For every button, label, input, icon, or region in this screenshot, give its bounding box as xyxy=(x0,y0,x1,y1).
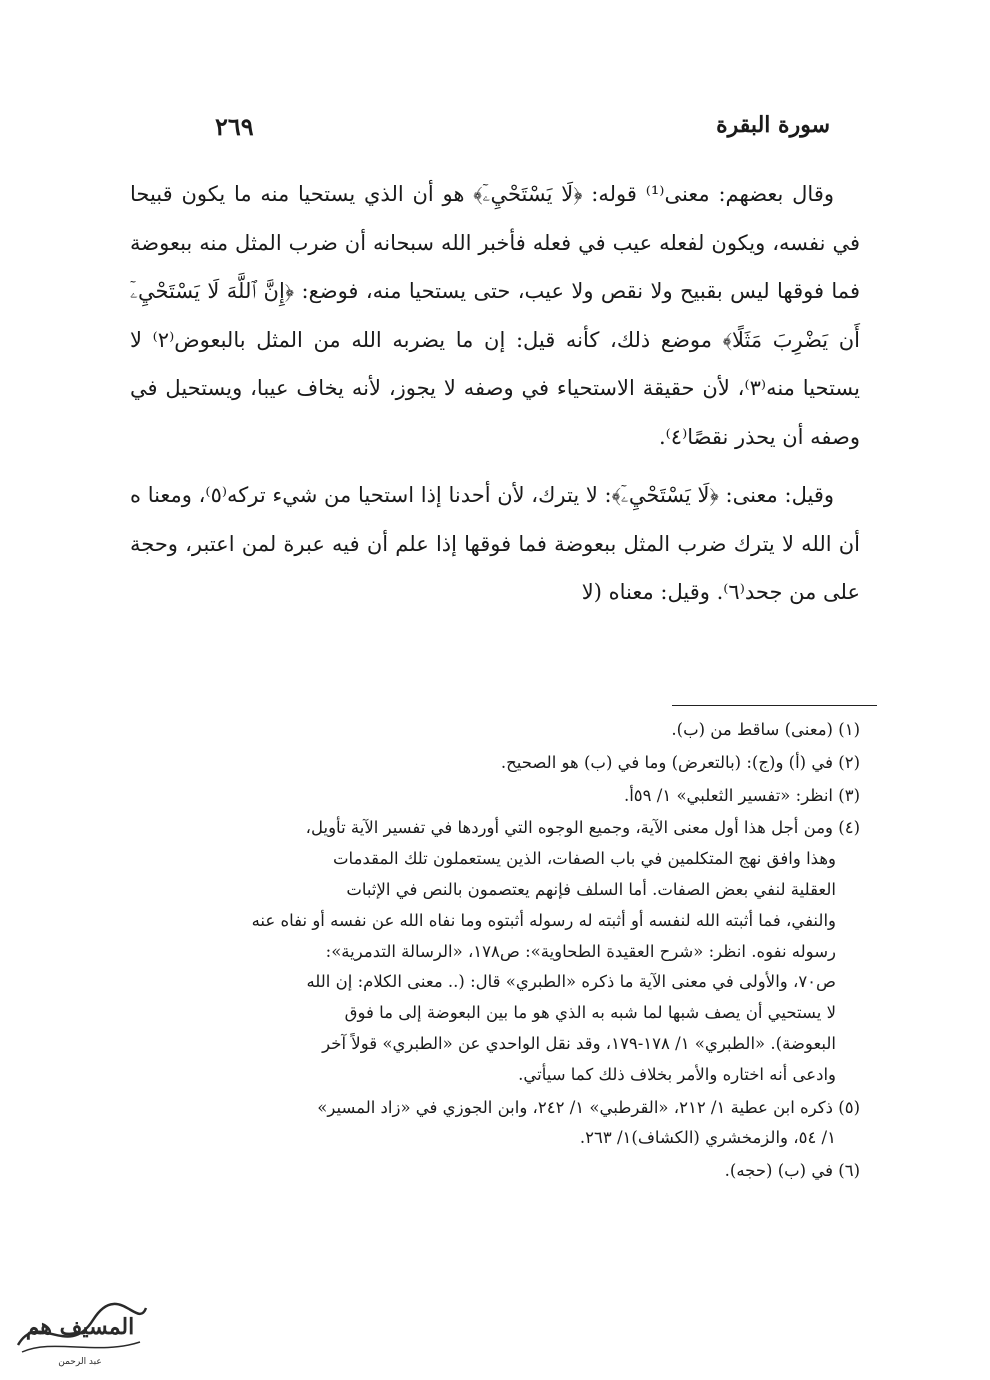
page-number: ٢٦٩ xyxy=(215,112,254,141)
footnote-3 xyxy=(130,781,860,812)
footnote-line: والنفي، فما أثبته الله لنفسه أو أثبته له رسوله أثبتوه وما نفاه الله عن نفسه أو نفاه عنه xyxy=(251,910,836,930)
footnote-line: وادعى أنه اختاره والأمر بخلاف ذلك كما سيأتي. xyxy=(518,1064,836,1084)
footnote-line: (٢) في (أ) و(ج): (بالتعرض) وما في (ب) هو الصحيح. xyxy=(500,752,860,772)
footnote-line: ص٧٠، والأولى في معنى الآية ما ذكره «الطبري» قال: (.. معنى الكلام: إن الله xyxy=(306,972,836,992)
footnote-line: رسوله نفوه. انظر: «شرح العقيدة الطحاوية»: ص١٧٨، «الرسالة التدمرية»: xyxy=(325,941,836,961)
paragraph-2: وقيل: معنى: ﴿لَا يَسْتَحْيِۦٓ﴾: لا يترك، لأن أحدنا إذا استحيا من شيء تركه⁽٥⁾، ومعنا ه أن الله لا يترك ضرب المثل ببعوضة فما فوقها إذا علم أن فيه عبرة لمن اعتبر، وحجة على من جحد⁽٦⁾. وقيل: معناه (لا xyxy=(130,483,860,604)
main-text xyxy=(130,170,860,617)
footnote-divider xyxy=(672,705,877,706)
publisher-logo xyxy=(8,1290,153,1370)
footnote-line: ١/ ٥٤، والزمخشري (الكشاف)١/ ٢٦٣. xyxy=(579,1128,836,1148)
footnote-line: وهذا وافق نهج المتكلمين في باب الصفات، الذين يستعملون تلك المقدمات xyxy=(333,849,836,869)
footnotes xyxy=(130,715,860,1189)
footnote-6 xyxy=(130,1156,860,1187)
logo-flourish xyxy=(22,1342,140,1352)
footnote-line: (٥) ذكره ابن عطية ١/ ٢١٢، «القرطبي» ١/ ٢٤٢، وابن الجوزي في «زاد المسير» xyxy=(317,1097,860,1117)
footnote-line: لا يستحيي أن يصف شبها لما شبه به الذي هو ما بين البعوضة إلى ما فوق xyxy=(344,1003,836,1023)
footnote-4 xyxy=(130,813,860,1090)
surah-title: سورة البقرة xyxy=(716,112,830,138)
footnote-1 xyxy=(130,715,860,746)
footnote-line: (١) (معنى) ساقط من (ب). xyxy=(671,720,860,739)
footnote-line: العقلية لنفي بعض الصفات. أما السلف فإنهم يعتصمون بالنص في الإثبات xyxy=(346,879,836,899)
footnote-line: البعوضة). «الطبري» ١/ ١٧٨-١٧٩، وقد نقل الواحدي عن «الطبري» قولاً آخر xyxy=(322,1033,836,1053)
page-header xyxy=(215,112,830,152)
footnote-5 xyxy=(130,1093,860,1155)
paragraph-1: وقال بعضهم: معنى⁽¹⁾ قوله: ﴿لَا يَسْتَحْيِۦٓ﴾ هو أن الذي يستحيا منه ما يكون قبيحا في نفسه، ويكون لفعله عيب في فعله فأخبر الله سبحانه أن ضرب المثل منه ببعوضة فما فوقها ليس بقبيح ولا نقص ولا عيب، حتى يستحيا منه، فوضع: ﴿إِنَّ ٱللَّهَ لَا يَسْتَحْيِۦٓ أَن يَضْرِبَ مَثَلًا﴾ موضع ذلك، كأنه قيل: إن ما يضربه الله من المثل بالبعوض⁽٢⁾ لا يستحيا منه⁽٣⁾، لأن حقيقة الاستحياء في وصفه لا يجوز، لأنه يخاف عيبا، ويستحيل في وصفه أن يحذر نقصًا⁽٤⁾. xyxy=(130,182,861,449)
footnote-line: (٣) انظر: «تفسير الثعلبي» ١/ ٥٩أ. xyxy=(623,785,860,805)
logo-caption: عبد الرحمن xyxy=(58,1357,102,1367)
footnote-2 xyxy=(130,748,860,779)
footnote-line: (٦) في (ب) (حجه). xyxy=(724,1161,860,1181)
footnote-line: (٤) ومن أجل هذا أول معنى الآية، وجميع الوجوه التي أوردها في تفسير الآية تأويل، xyxy=(305,818,860,838)
logo-text: المسيف هم xyxy=(25,1314,135,1340)
